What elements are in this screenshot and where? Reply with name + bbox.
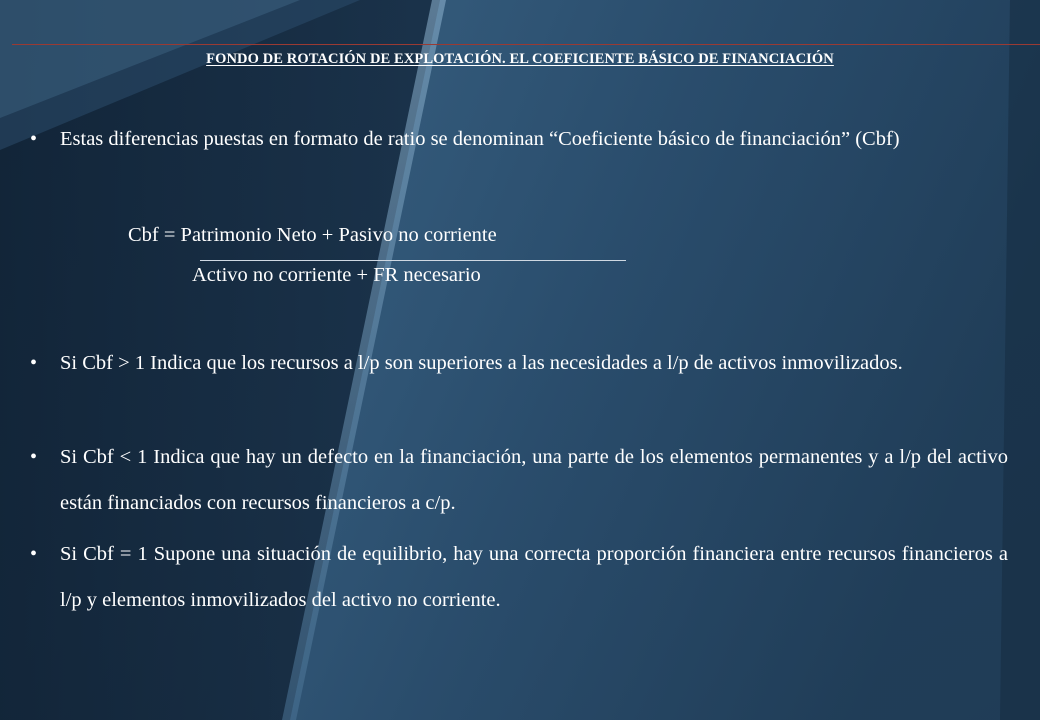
formula-numerator: Cbf = Patrimonio Neto + Pasivo no corriente <box>128 224 497 246</box>
bullet-text: Si Cbf = 1 Supone una situación de equilibrio, hay una correcta proporción financiera entre recursos financieros a l/p y elementos inmovilizados del activo no corriente. <box>60 543 1008 611</box>
bullet-text: Si Cbf > 1 Indica que los recursos a l/p son superiores a las necesidades a l/p de activos inmovilizados. <box>60 352 903 374</box>
bullet-icon: • <box>30 128 38 150</box>
bullet-item-less-than-one <box>30 434 1008 526</box>
bullet-item-greater-than-one <box>30 340 1008 386</box>
bullet-icon: • <box>30 543 38 565</box>
bullet-item-equal-to-one <box>30 531 1008 623</box>
slide-title: FONDO DE ROTACIÓN DE EXPLOTACIÓN. EL COEFICIENTE BÁSICO DE FINANCIACIÓN <box>206 51 834 67</box>
bullet-item-definition <box>30 116 1008 162</box>
bullet-icon: • <box>30 352 38 374</box>
bullet-text: Estas diferencias puestas en formato de ratio se denominan “Coeficiente básico de financiación” (Cbf) <box>60 128 900 150</box>
formula-denominator: Activo no corriente + FR necesario <box>192 264 481 286</box>
bullet-icon: • <box>30 446 38 468</box>
bullet-text: Si Cbf < 1 Indica que hay un defecto en la financiación, una parte de los elementos permanentes y a l/p del activo están financiados con recursos financieros a c/p. <box>60 446 1008 514</box>
title-rule <box>12 44 1040 45</box>
